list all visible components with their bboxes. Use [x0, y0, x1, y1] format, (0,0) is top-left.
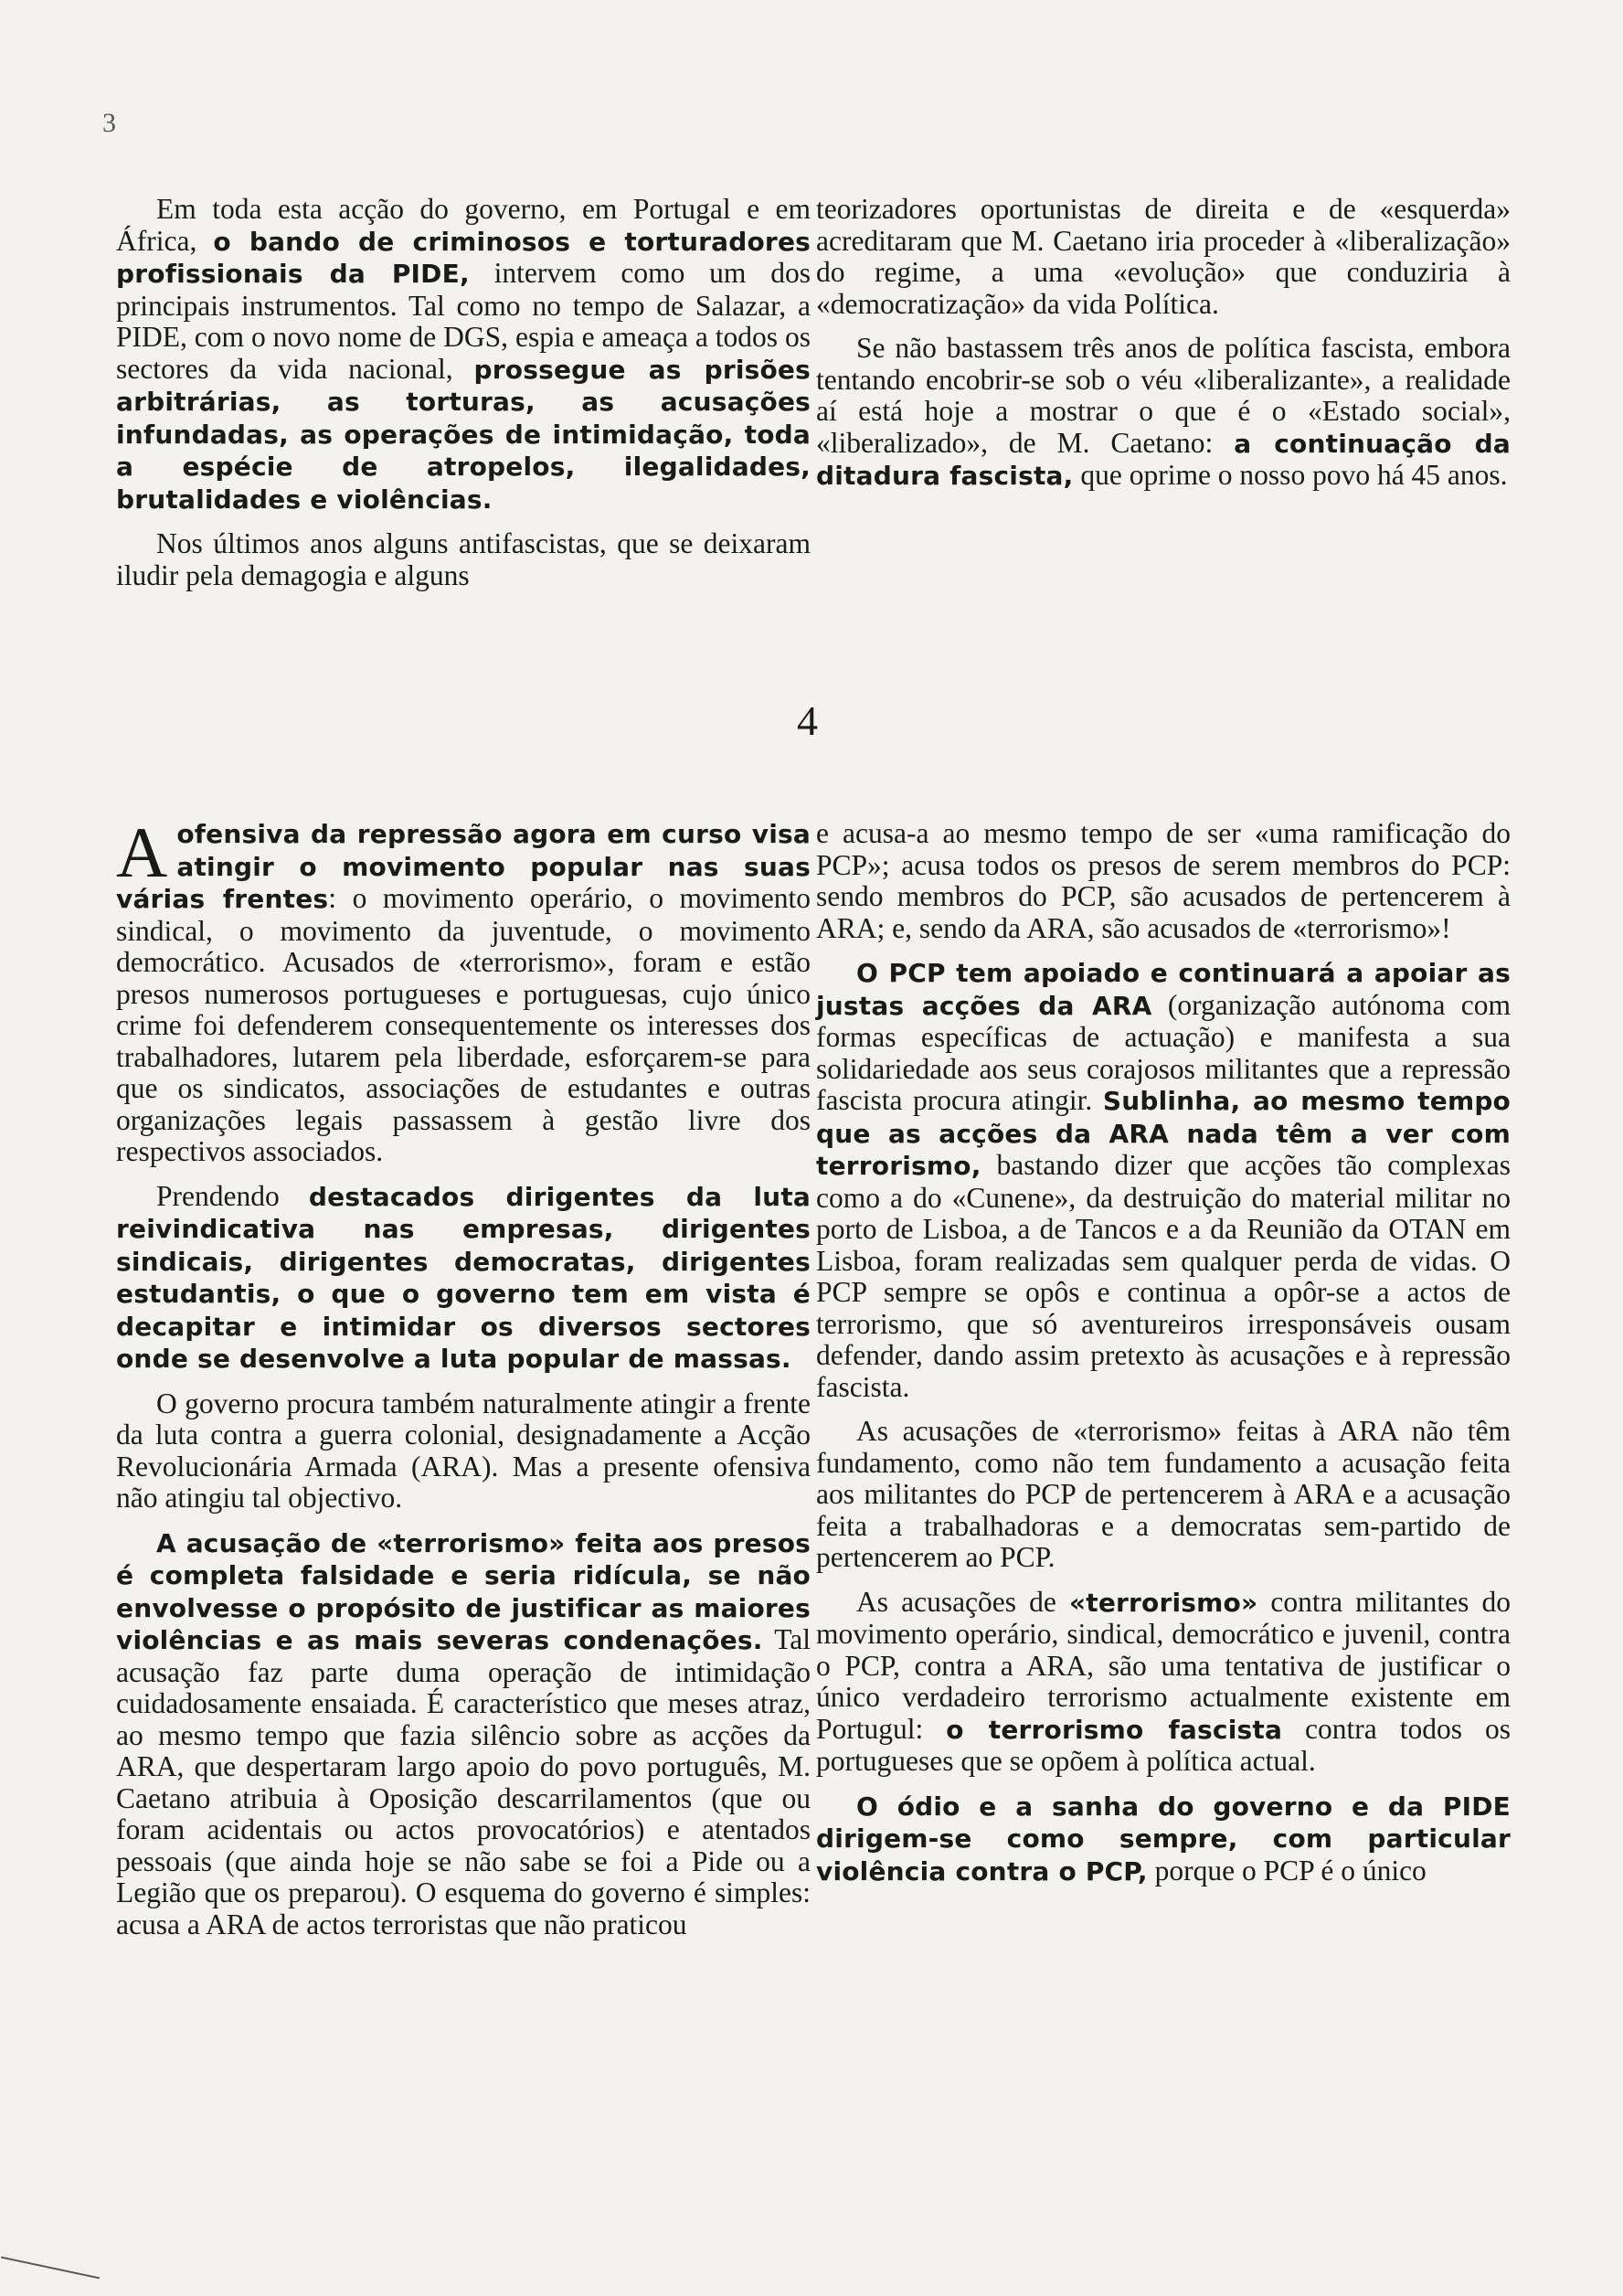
text-run: intervem como um dos principais instrumentos. Tal como no tempo de Salazar, a PIDE, com o novo nome de DGS, espia e ameaça a todos os sectores da vida nacional,	[116, 257, 812, 385]
text-run: (organização autónoma com formas específicas de actuação) e manifesta a sua solidariedade aos seus corajosos militantes que a repressão fascista procura atingir.	[816, 988, 1511, 1116]
text-run: que oprime o nosso povo há 45 anos.	[1073, 459, 1508, 491]
text-run: contra todos os portugueses que se opõem à política actual.	[816, 1712, 1512, 1777]
text-run: Se não bastassem três anos de política fascista, embora tentando encobrir-se sob o véu «liberalizante», a realidade aí está hoje a mostrar o que é o «Estado social», «liberalizado», de M. Caetano:	[816, 332, 1511, 459]
scan-mark	[1, 2257, 100, 2280]
bold-run: a continuação da ditadura fascista,	[816, 428, 1511, 491]
paragraph	[816, 1416, 1511, 1574]
text-run: porque o PCP é o único	[1147, 1854, 1427, 1887]
bottom-right-column	[816, 818, 1511, 1900]
text-run: As acusações de	[856, 1585, 1069, 1618]
paragraph	[816, 957, 1511, 1403]
paragraph	[816, 333, 1511, 493]
text-run: teorizadores oportunistas de direita e de «esquerda» acreditaram que M. Caetano iria proceder à «liberalização» do regime, a uma «evolução» que conduziria à «democratização» da vida Política.	[816, 193, 1511, 320]
text-run: Tal acusação faz parte duma operação de intimidação cuidadosamente ensaiada. É característico que meses atraz, ao mesmo tempo que fazia silêncio sobre as acções da ARA, que despertaram largo apoio do povo português, M. Caetano atribuia à Oposição descarrilamentos (que ou foram acidentais ou actos provocatórios) e atentados pessoais (que ainda hoje se não sabe se foi a Pide ou a Legião que os preparou). O esquema do governo é simples: acusa a ARA de actos terroristas que não praticou	[116, 1623, 811, 1940]
bold-run: prossegue as prisões arbitrárias, as torturas, as acusações infundadas, as operações de intimidação, toda a espécie de atropelos, ilegalidades, brutalidades e violências.	[116, 354, 811, 515]
text-run: Em toda esta acção do governo, em Portugal e em África,	[116, 193, 811, 257]
bold-run: O ódio e a sanha do governo e da PIDE dirigem-se como sempre, com particular violência contra o PCP,	[816, 1791, 1511, 1887]
paragraph	[816, 818, 1511, 944]
paragraph	[116, 528, 811, 591]
page-number: 3	[102, 108, 116, 138]
section-number: 4	[797, 697, 818, 744]
drop-cap: A	[116, 813, 168, 892]
top-right-column	[816, 194, 1511, 505]
text-run: contra militantes do movimento operário, sindical, democrático e juvenil, contra o PCP, contra a ARA, são uma tentativa de justificar o único verdadeiro terrorismo actualmente existente em Portugul:	[816, 1585, 1511, 1745]
text-run: As acusações de «terrorismo» feitas à ARA não têm fundamento, como não tem fundamento a acusação feita aos militantes do PCP de pertencerem à ARA e a acusação feita a trabalhadoras e a democratas sem-partido de pertencerem ao PCP.	[816, 1415, 1511, 1573]
text-run: : o movimento operário, o movimento sindical, o movimento da juventude, o movimento democrático. Acusados de «terrorismo», foram e estão presos numerosos portugueses e portuguesas, cujo único crime foi defenderem consequentemente os interesses dos trabalhadores, lutarem pela liberdade, esforçarem-se para que os sindicatos, associações de estudantes e outras organizações legais passassem à gestão livre dos respectivos associados.	[116, 882, 811, 1167]
bold-run: Sublinha, ao mesmo tempo que as acções da ARA nada têm a ver com terrorismo,	[816, 1086, 1511, 1181]
bold-run: o terrorismo fascista	[946, 1714, 1283, 1745]
bold-run: destacados dirigentes da luta reivindicativa nas empresas, dirigentes sindicais, dirigentes democratas, dirigentes estudantis, o que o governo tem em vista é decapitar e intimidar os diversos sectores onde se desenvolve a luta popular de massas.	[116, 1181, 811, 1374]
bold-run: o bando de criminosos e torturadores profissionais da PIDE,	[116, 226, 812, 289]
top-left-column	[116, 194, 811, 604]
text-run: Prendendo	[156, 1179, 309, 1212]
text-run: O governo procura também naturalmente atingir a frente da luta contra a guerra colonial, designadamente a Acção Revolucionária Armada (ARA). Mas a presente ofensiva não atingiu tal objectivo.	[116, 1387, 811, 1514]
paragraph	[116, 1388, 811, 1515]
bold-run: O PCP tem apoiado e continuará a apoiar as justas acções da ARA	[816, 958, 1511, 1021]
paragraph-text	[116, 813, 811, 1167]
bold-run: A acusação de «terrorismo» feita aos presos é completa falsidade e seria ridícula, se não envolvesse o propósito de justificar as maiores violências e as mais severas condenações.	[116, 1527, 811, 1655]
paragraph	[116, 1527, 811, 1941]
paragraph	[116, 194, 811, 516]
bottom-left-column	[116, 813, 811, 1953]
paragraph	[116, 1181, 811, 1376]
text-run: Nos últimos anos alguns antifascistas, que se deixaram iludir pela demagogia e alguns	[116, 527, 811, 591]
text-run: bastando dizer que acções tão complexas como a do «Cunene», da destruição do material militar no porto de Lisboa, a de Tancos e a da Reunião da OTAN em Lisboa, foram realizadas sem qualquer perda de vidas. O PCP sempre se opôs e continua a opôr-se a actos de terrorismo, que só aventureiros irresponsáveis ousam defender, dando assim pretexto às acusações e à repressão fascista.	[816, 1149, 1511, 1403]
paragraph	[816, 194, 1511, 320]
bold-run: «terrorismo»	[1068, 1587, 1258, 1618]
bold-run: ofensiva da repressão agora em curso visa atingir o movimento popular nas suas várias frentes	[116, 819, 811, 914]
text-run: e acusa-a ao mesmo tempo de ser «uma ramificação do PCP»; acusa todos os presos de serem membros do PCP: sendo membros do PCP, são acusados de pertencerem à ARA; e, sendo da ARA, são acusados de «terrorismo»!	[816, 817, 1511, 944]
paragraph	[816, 1587, 1511, 1778]
paragraph	[816, 1791, 1511, 1888]
paragraph	[116, 813, 811, 1168]
